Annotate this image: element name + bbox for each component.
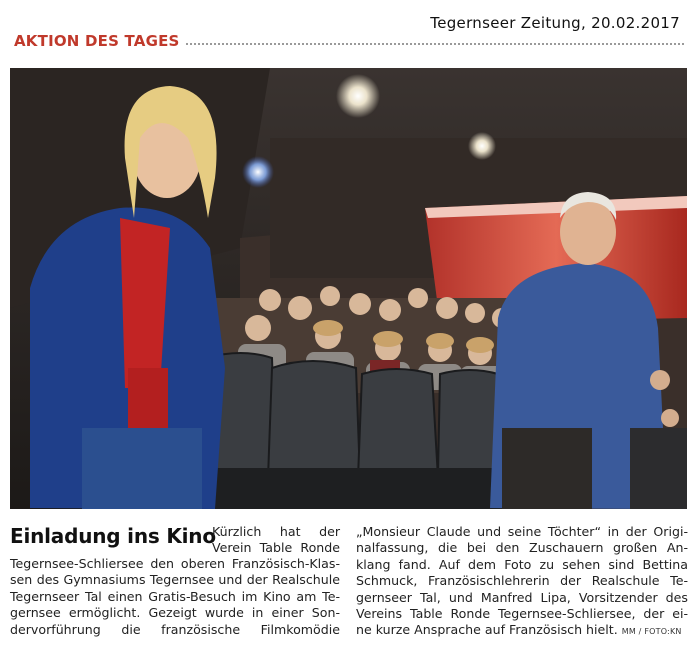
article-text-col1 — [10, 556, 340, 638]
text-line: Tegernseer Tal einen Gratis-Besuch im Kino am Te- — [10, 588, 340, 604]
text-line: ne kurze Ansprache auf Französisch hielt. — [356, 622, 618, 638]
photo-credit: MM / FOTO:KN — [621, 627, 682, 637]
text-line: gernsee ermöglicht. Gezeigt wurde in einer Son- — [10, 605, 340, 621]
newspaper-source-date: Tegernseer Zeitung, 20.02.2017 — [430, 14, 680, 32]
text-line: klang fand. Auf dem Foto zu sehen sind Bettina — [356, 556, 688, 572]
text-line: Vereins Table Ronde Tegernsee-Schliersee, der ei- — [356, 606, 688, 622]
rubric-title: AKTION DES TAGES — [14, 32, 186, 50]
text-line: Tegernsee-Schliersee den oberen Französisch-Klas- — [10, 556, 340, 571]
text-line: „Monsieur Claude und seine Töchter“ in der Origi- — [356, 524, 688, 539]
article-text-col1-top — [212, 524, 340, 557]
text-line: sen des Gymnasiums Tegernsee und der Realschule — [10, 572, 340, 588]
rubric-bar — [14, 32, 684, 52]
text-line: gernseer Tal, und Manfred Lipa, Vorsitzender des — [356, 589, 688, 605]
text-line: nalfassung, die bei den Zuschauern großen An- — [356, 540, 688, 556]
text-line: dervorführung die französische Filmkomödie — [10, 621, 340, 637]
text-line-last — [356, 622, 688, 640]
article-text-col2 — [356, 524, 688, 641]
text-line: Schmuck, Französischlehrerin der Realschule Te- — [356, 573, 688, 589]
cinema-audience-photo — [10, 68, 687, 509]
text-line: Kürzlich hat der — [212, 524, 340, 539]
text-line: Verein Table Ronde — [212, 540, 340, 556]
article-headline: Einladung ins Kino — [10, 524, 216, 548]
